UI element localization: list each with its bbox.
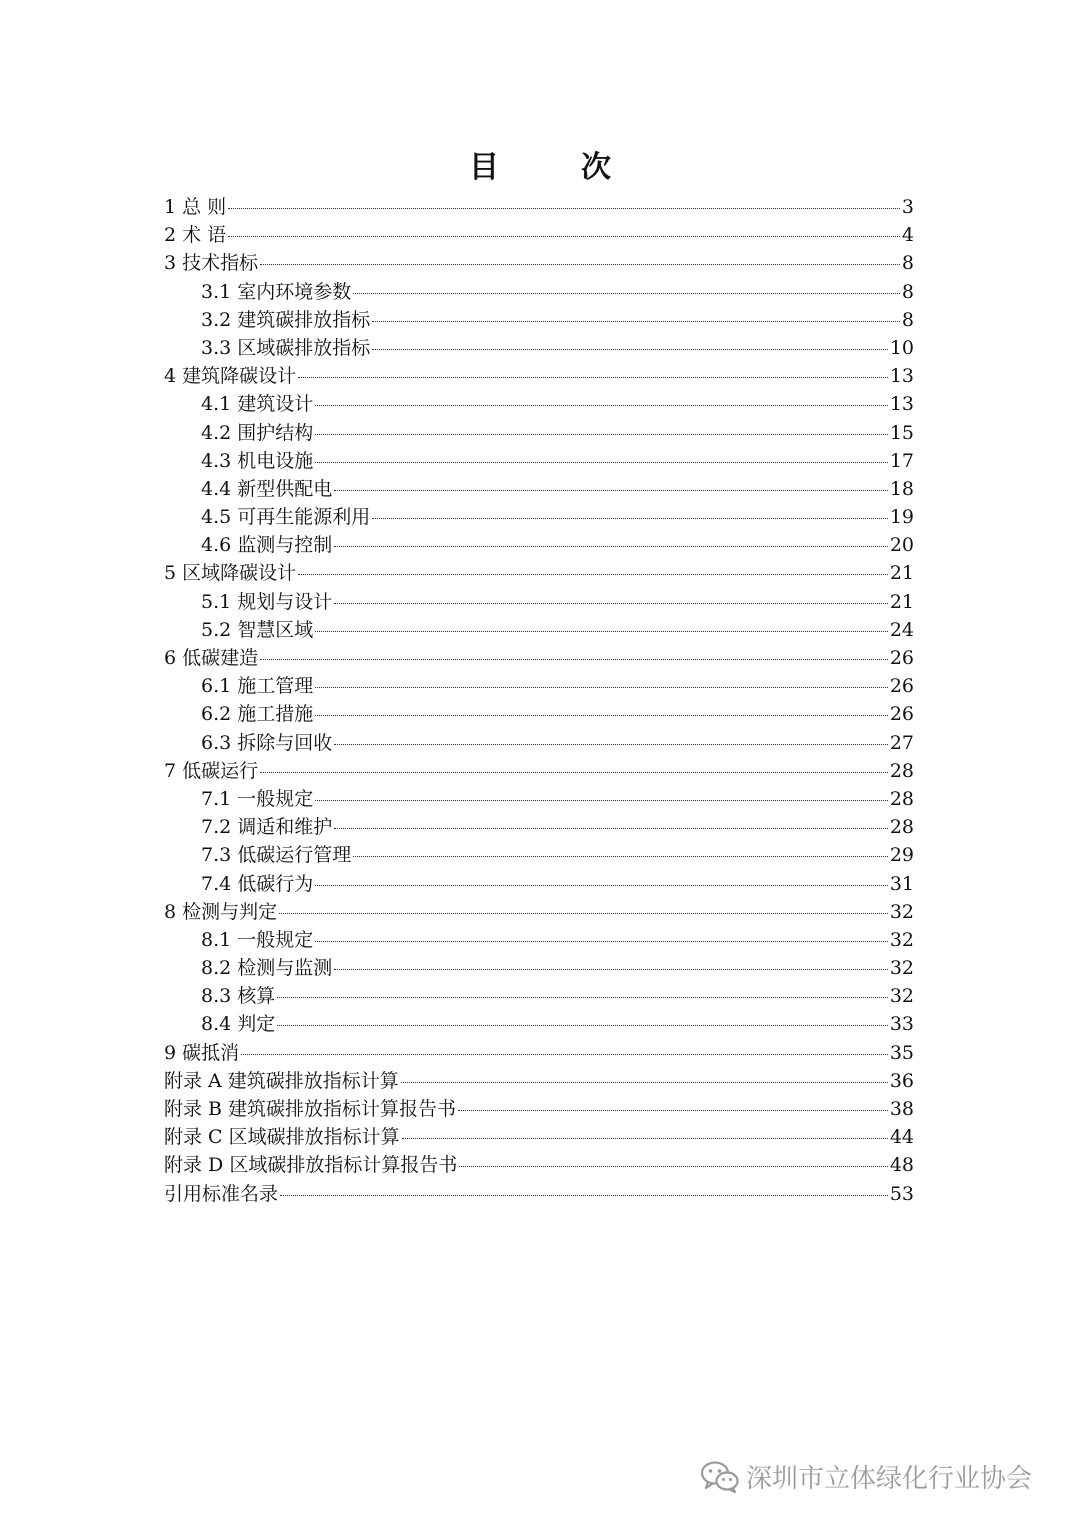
toc-dot-leader	[260, 772, 888, 773]
toc-entry[interactable]	[164, 785, 914, 813]
toc-dot-leader	[353, 856, 888, 857]
toc-entry-label: 7.2 调适和维护	[201, 816, 333, 839]
toc-dot-leader	[372, 349, 888, 350]
toc-entry[interactable]	[164, 616, 914, 644]
toc-entry[interactable]	[164, 390, 914, 418]
toc-entry[interactable]	[164, 982, 914, 1010]
toc-dot-leader	[241, 1054, 888, 1055]
toc-entry[interactable]	[164, 729, 914, 757]
toc-entry-label: 8 检测与判定	[164, 900, 278, 923]
toc-dot-leader	[353, 293, 900, 294]
toc-dot-leader	[298, 377, 888, 378]
toc-entry-page-number: 18	[889, 477, 914, 500]
toc-entry-page-number: 24	[889, 618, 914, 641]
toc-entry[interactable]	[164, 813, 914, 841]
toc-entry-page-number: 32	[889, 928, 914, 951]
toc-entry-page-number: 28	[889, 759, 914, 782]
toc-dot-leader	[280, 1195, 888, 1196]
toc-entry[interactable]	[164, 841, 914, 869]
toc-entry[interactable]	[164, 588, 914, 616]
toc-entry-label: 3 技术指标	[164, 252, 259, 275]
toc-dot-leader	[459, 1166, 887, 1167]
toc-entry[interactable]	[164, 757, 914, 785]
toc-entry-page-number: 10	[889, 336, 914, 359]
toc-entry[interactable]	[164, 1180, 914, 1208]
toc-dot-leader	[334, 546, 888, 547]
toc-dot-leader	[372, 321, 900, 322]
toc-entry[interactable]	[164, 419, 914, 447]
toc-entry-label: 5 区域降碳设计	[164, 562, 297, 585]
toc-entry-page-number: 3	[901, 196, 914, 218]
toc-entry[interactable]	[164, 1039, 914, 1067]
toc-entry[interactable]	[164, 926, 914, 954]
toc-entry-label: 附录 D 区域碳排放指标计算报告书	[164, 1154, 458, 1177]
toc-dot-leader	[315, 462, 888, 463]
toc-entry-page-number: 26	[889, 647, 914, 669]
toc-entry[interactable]	[164, 447, 914, 475]
toc-dot-leader	[277, 1025, 888, 1026]
toc-entry-page-number: 32	[889, 900, 914, 923]
toc-entry-page-number: 8	[901, 252, 914, 275]
toc-dot-leader	[315, 885, 888, 886]
toc-entry-label: 8.2 检测与监测	[201, 957, 333, 980]
toc-entry[interactable]	[164, 221, 914, 249]
toc-entry-label: 9 碳抵消	[164, 1041, 240, 1064]
toc-entry-page-number: 8	[901, 308, 914, 331]
table-of-contents	[164, 193, 914, 1208]
toc-entry-page-number: 4	[901, 224, 914, 247]
toc-entry[interactable]	[164, 1067, 914, 1095]
toc-entry-label: 6.2 施工措施	[201, 703, 314, 726]
toc-dot-leader	[228, 208, 900, 209]
toc-dot-leader	[315, 405, 888, 406]
toc-entry-page-number: 48	[889, 1154, 914, 1177]
toc-entry-page-number: 38	[889, 1098, 914, 1120]
toc-dot-leader	[458, 1110, 888, 1111]
toc-entry-label: 6 低碳建造	[164, 647, 259, 669]
toc-entry-label: 3.2 建筑碳排放指标	[201, 308, 371, 331]
toc-entry[interactable]	[164, 1123, 914, 1151]
toc-dot-leader	[277, 997, 888, 998]
toc-entry-label: 1 总 则	[164, 196, 227, 218]
toc-entry-page-number: 13	[889, 393, 914, 416]
watermark-text: 深圳市立体绿化行业协会	[746, 1464, 1033, 1494]
toc-entry[interactable]	[164, 278, 914, 306]
toc-entry-page-number: 19	[889, 506, 914, 529]
toc-entry-label: 7.4 低碳行为	[201, 872, 314, 895]
toc-entry-label: 4.1 建筑设计	[201, 393, 314, 416]
toc-entry-label: 8.4 判定	[201, 1013, 276, 1036]
toc-dot-leader	[228, 236, 900, 237]
toc-entry[interactable]	[164, 334, 914, 362]
wechat-icon	[700, 1460, 740, 1494]
toc-dot-leader	[334, 744, 888, 745]
toc-entry-label: 4.5 可再生能源利用	[201, 506, 371, 529]
toc-entry[interactable]	[164, 644, 914, 672]
toc-entry-page-number: 29	[889, 844, 914, 867]
toc-entry-page-number: 27	[889, 731, 914, 754]
toc-entry[interactable]	[164, 503, 914, 531]
toc-entry-label: 7 低碳运行	[164, 759, 259, 782]
toc-entry-page-number: 20	[889, 534, 914, 557]
toc-entry-page-number: 21	[889, 590, 914, 613]
toc-entry-page-number: 13	[889, 365, 914, 388]
toc-entry-label: 2 术 语	[164, 224, 227, 247]
toc-entry[interactable]	[164, 700, 914, 728]
toc-entry[interactable]	[164, 306, 914, 334]
toc-entry-page-number: 32	[889, 957, 914, 980]
toc-entry-page-number: 26	[889, 703, 914, 726]
toc-entry-label: 4.6 监测与控制	[201, 534, 333, 557]
toc-dot-leader	[334, 490, 888, 491]
toc-entry-page-number: 28	[889, 816, 914, 839]
toc-entry-page-number: 31	[889, 872, 914, 895]
toc-entry[interactable]	[164, 898, 914, 926]
toc-entry[interactable]	[164, 1010, 914, 1038]
toc-entry[interactable]	[164, 1095, 914, 1123]
toc-entry-page-number: 36	[889, 1069, 914, 1092]
toc-entry[interactable]	[164, 1151, 914, 1179]
toc-entry-label: 6.3 拆除与回收	[201, 731, 333, 754]
toc-entry-label: 4.3 机电设施	[201, 449, 314, 472]
toc-entry-page-number: 33	[889, 1013, 914, 1036]
toc-entry-label: 5.1 规划与设计	[201, 590, 333, 613]
toc-entry-label: 6.1 施工管理	[201, 675, 314, 698]
page-title: 目 次	[469, 150, 637, 186]
toc-dot-leader	[315, 715, 888, 716]
toc-entry[interactable]	[164, 559, 914, 587]
toc-dot-leader	[315, 687, 888, 688]
toc-entry-label: 3.3 区域碳排放指标	[201, 336, 371, 359]
toc-dot-leader	[315, 941, 888, 942]
toc-entry[interactable]	[164, 249, 914, 277]
toc-entry-page-number: 21	[889, 562, 914, 585]
toc-dot-leader	[279, 913, 888, 914]
toc-entry-label: 附录 C 区域碳排放指标计算	[164, 1126, 400, 1149]
toc-entry-label: 4.4 新型供配电	[201, 477, 333, 500]
toc-entry[interactable]	[164, 193, 914, 221]
toc-entry-label: 附录 A 建筑碳排放指标计算	[164, 1069, 399, 1092]
toc-entry-label: 8.1 一般规定	[201, 928, 314, 951]
toc-entry[interactable]	[164, 531, 914, 559]
toc-entry[interactable]	[164, 362, 914, 390]
toc-entry-label: 7.3 低碳运行管理	[201, 844, 352, 867]
toc-dot-leader	[401, 1082, 888, 1083]
toc-entry-label: 引用标准名录	[164, 1182, 279, 1205]
toc-dot-leader	[334, 969, 888, 970]
toc-entry[interactable]	[164, 870, 914, 898]
toc-dot-leader	[260, 264, 900, 265]
toc-entry-label: 3.1 室内环境参数	[201, 280, 352, 303]
toc-entry-page-number: 35	[889, 1041, 914, 1064]
toc-dot-leader	[315, 434, 888, 435]
toc-dot-leader	[298, 574, 888, 575]
toc-entry[interactable]	[164, 475, 914, 503]
toc-entry-page-number: 26	[889, 675, 914, 698]
toc-entry[interactable]	[164, 954, 914, 982]
toc-dot-leader	[402, 1138, 888, 1139]
toc-entry-page-number: 32	[889, 985, 914, 1008]
toc-entry-page-number: 28	[889, 787, 914, 810]
toc-entry-label: 8.3 核算	[201, 985, 276, 1008]
toc-entry-label: 4 建筑降碳设计	[164, 365, 297, 388]
toc-dot-leader	[334, 603, 888, 604]
toc-dot-leader	[315, 631, 888, 632]
watermark	[700, 1458, 1032, 1495]
toc-dot-leader	[372, 518, 888, 519]
toc-dot-leader	[334, 828, 888, 829]
toc-entry-label: 7.1 一般规定	[201, 787, 314, 810]
toc-entry-page-number: 15	[889, 421, 914, 444]
toc-entry-page-number: 44	[889, 1126, 914, 1149]
toc-dot-leader	[315, 800, 888, 801]
toc-entry-label: 4.2 围护结构	[201, 421, 314, 444]
toc-entry-label: 附录 B 建筑碳排放指标计算报告书	[164, 1098, 457, 1120]
toc-entry[interactable]	[164, 672, 914, 700]
toc-entry-label: 5.2 智慧区域	[201, 618, 314, 641]
toc-entry-page-number: 17	[889, 449, 914, 472]
toc-entry-page-number: 53	[889, 1182, 914, 1205]
toc-entry-page-number: 8	[901, 280, 914, 303]
toc-dot-leader	[260, 659, 888, 660]
